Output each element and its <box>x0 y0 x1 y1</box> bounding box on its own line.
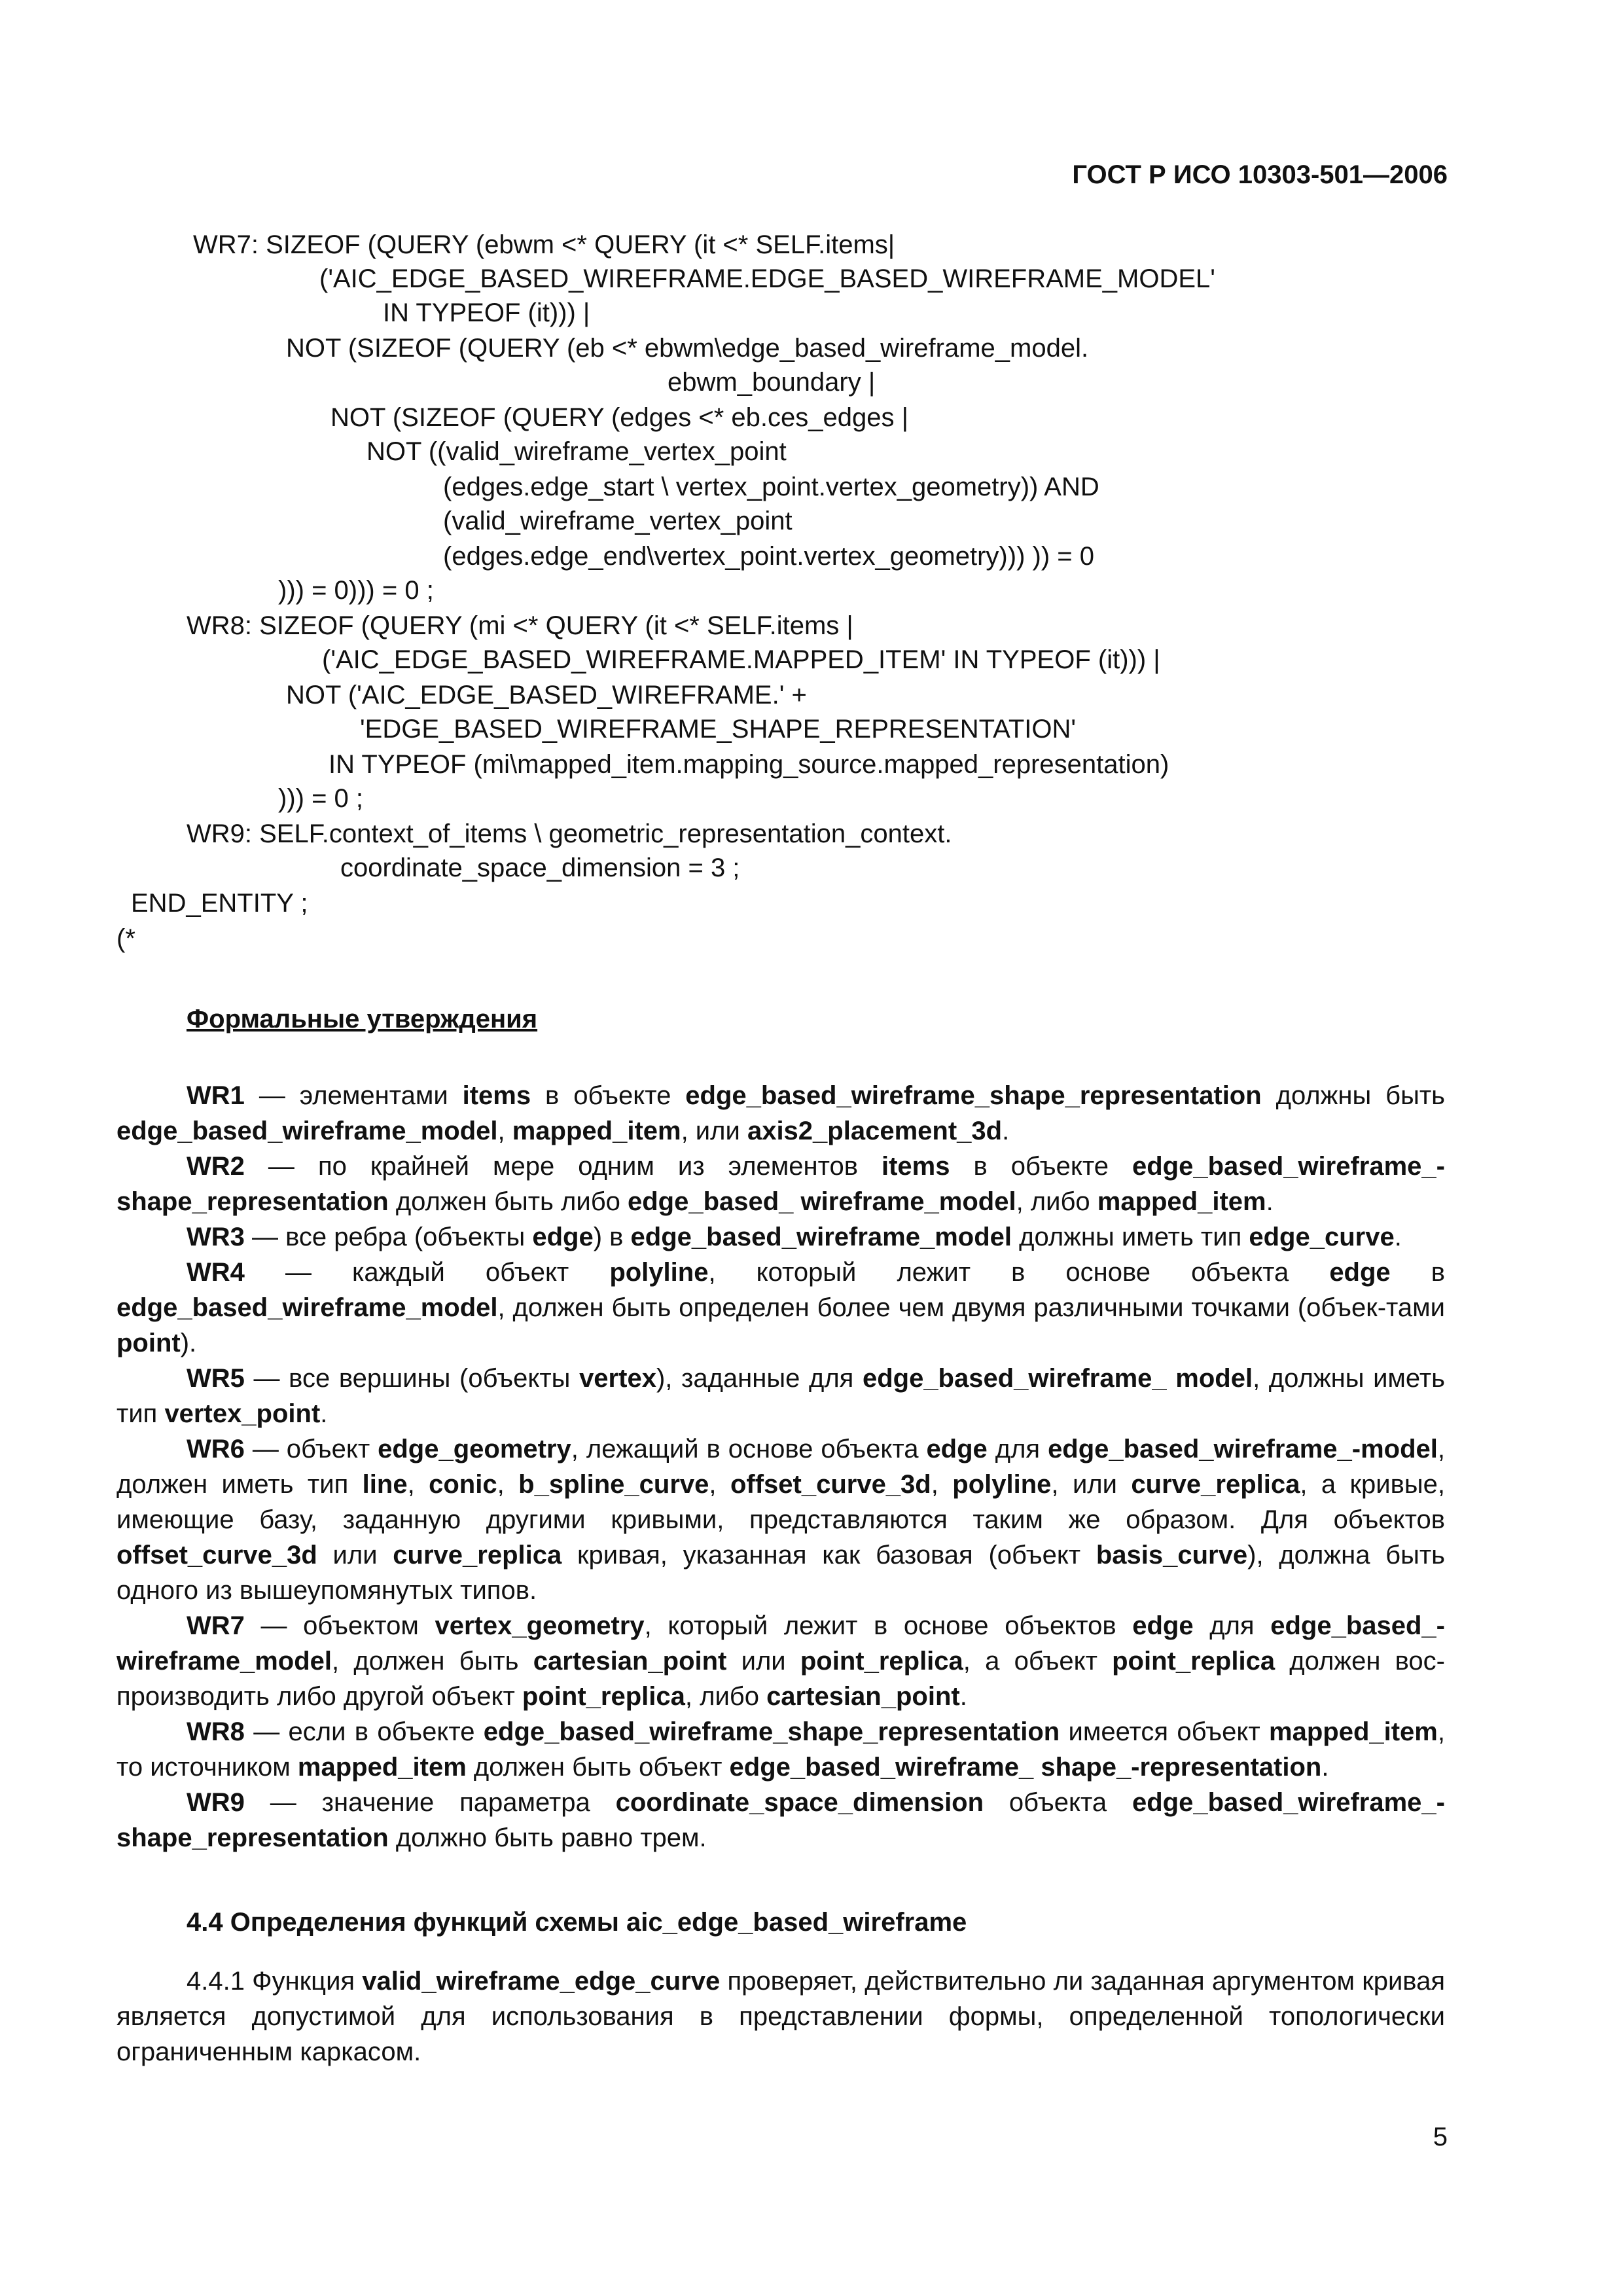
bold-term: items <box>881 1152 950 1181</box>
bold-term: edge <box>532 1223 594 1251</box>
text-run: , должен быть <box>332 1647 533 1676</box>
text-run: , то источником <box>116 1717 1445 1782</box>
bold-term: edge_based_wireframe_-shape_representation <box>116 1152 1445 1216</box>
text-run: имеется объект <box>1060 1717 1270 1746</box>
bold-term: vertex_point <box>164 1399 321 1428</box>
bold-term: cartesian_point <box>533 1647 727 1676</box>
code-line: WR9: SELF.context_of_items \ geometric_representation_context. <box>187 819 952 848</box>
bold-term: point_replica <box>1112 1647 1275 1676</box>
text-run: должен быть либо <box>388 1187 628 1216</box>
text-run: должны иметь тип <box>1012 1223 1249 1251</box>
text-run: , <box>407 1470 429 1499</box>
text-run: ) в <box>593 1223 631 1251</box>
text-run: , либо <box>685 1682 767 1711</box>
text-run: — каждый объект <box>244 1258 610 1287</box>
text-run: — значение параметра <box>244 1788 616 1817</box>
text-run: должен вос-производить либо другой объект <box>116 1647 1445 1711</box>
bold-term: WR4 <box>187 1258 245 1287</box>
code-line: END_ENTITY ; <box>131 889 308 918</box>
code-line: IN TYPEOF (it))) | <box>383 298 590 327</box>
code-line: NOT (SIZEOF (QUERY (eb <* ebwm\edge_based_wireframe_model. <box>286 334 1089 363</box>
text-run: — все вершины (объекты <box>244 1364 580 1393</box>
text-run: , а кривые, имеющие базу, заданную другими кривыми, представляются таким же образом. Для объектов <box>116 1470 1446 1534</box>
text-run: в объекте <box>531 1081 686 1110</box>
bold-term: conic <box>429 1470 497 1499</box>
bold-term: edge <box>1329 1258 1391 1287</box>
bold-term: edge <box>926 1435 988 1463</box>
subsection-title: 4.4 Определения функций схемы aic_edge_based_wireframe <box>187 1908 967 1937</box>
code-line: (edges.edge_start \ vertex_point.vertex_geometry)) AND <box>443 473 1099 501</box>
rule-paragraph <box>116 1608 1445 1714</box>
text-run: ), заданные для <box>656 1364 863 1393</box>
rule-paragraph <box>116 1255 1445 1361</box>
bold-term: WR3 <box>187 1223 245 1251</box>
text-run: в <box>1390 1258 1445 1287</box>
bold-term: WR2 <box>187 1152 245 1181</box>
text-run: , должны иметь тип <box>116 1364 1445 1428</box>
text-run: , или <box>681 1117 747 1145</box>
text-run: , который лежит в основе объекта <box>708 1258 1330 1287</box>
rule-paragraph <box>116 1785 1445 1856</box>
bold-term: point <box>116 1329 181 1357</box>
bold-term: edge_based_wireframe_shape_representation <box>483 1717 1060 1746</box>
bold-term: point_replica <box>800 1647 963 1676</box>
bold-term: edge_geometry <box>378 1435 571 1463</box>
text-run: должно быть равно трем. <box>388 1823 707 1852</box>
text-run: . <box>1266 1187 1274 1216</box>
bold-term: edge <box>1132 1611 1194 1640</box>
bold-term: coordinate_space_dimension <box>615 1788 984 1817</box>
bold-term: WR7 <box>187 1611 245 1640</box>
code-line: IN TYPEOF (mi\mapped_item.mapping_source.mapped_representation) <box>329 750 1169 779</box>
text-run: — все ребра (объекты <box>244 1223 533 1251</box>
bold-term: curve_replica <box>393 1541 562 1570</box>
bold-term: vertex_geometry <box>435 1611 645 1640</box>
bold-term: curve_replica <box>1131 1470 1300 1499</box>
text-run: или <box>726 1647 800 1676</box>
text-run: , должен иметь тип <box>116 1435 1445 1499</box>
text-run: ). <box>180 1329 197 1357</box>
code-line: (* <box>116 924 135 953</box>
body-paragraph <box>116 1964 1445 2070</box>
bold-term: edge_based_-wireframe_model <box>116 1611 1445 1676</box>
bold-term: items <box>462 1081 531 1110</box>
text-run: , должен быть определен более чем двумя различными точками (объек-тами <box>497 1293 1445 1322</box>
code-line: ))) = 0))) = 0 ; <box>278 576 434 605</box>
bold-term: offset_curve_3d <box>730 1470 931 1499</box>
page-number: 5 <box>1433 2123 1448 2151</box>
bold-term: edge_based_wireframe_model <box>630 1223 1012 1251</box>
code-line: WR7: SIZEOF (QUERY (ebwm <* QUERY (it <* SELF.items| <box>193 230 895 259</box>
text-run: кривая, указанная как базовая (объект <box>562 1541 1096 1570</box>
bold-term: mapped_item <box>297 1753 467 1782</box>
bold-term: WR5 <box>187 1364 245 1393</box>
text-run: — объект <box>244 1435 378 1463</box>
bold-term: mapped_item <box>1269 1717 1438 1746</box>
rule-paragraph <box>116 1431 1445 1608</box>
text-run: проверяет, действительно ли заданная аргументом кривая является допустимой для использования в представлении формы, определенной топологически ограниченным каркасом. <box>116 1967 1445 2066</box>
text-run: — объектом <box>244 1611 435 1640</box>
text-run: в объекте <box>950 1152 1132 1181</box>
rule-paragraph <box>116 1361 1445 1431</box>
code-line: NOT ('AIC_EDGE_BASED_WIREFRAME.' + <box>286 681 807 709</box>
code-line: 'EDGE_BASED_WIREFRAME_SHAPE_REPRESENTATION' <box>360 715 1077 744</box>
text-run: должны быть <box>1261 1081 1445 1110</box>
text-run: — элементами <box>244 1081 463 1110</box>
bold-term: edge_based_wireframe_ model <box>862 1364 1253 1393</box>
document-header: ГОСТ Р ИСО 10303-501—2006 <box>1072 160 1448 189</box>
text-run: — по крайней мере одним из элементов <box>244 1152 882 1181</box>
bold-term: WR6 <box>187 1435 245 1463</box>
bold-term: edge_based_wireframe_ shape_-representation <box>729 1753 1322 1782</box>
text-run: . <box>1002 1117 1010 1145</box>
code-line: NOT (SIZEOF (QUERY (edges <* eb.ces_edges | <box>330 403 908 432</box>
text-run: или <box>317 1541 393 1570</box>
text-run: для <box>1193 1611 1271 1640</box>
bold-term: vertex <box>579 1364 656 1393</box>
bold-term: polyline <box>952 1470 1052 1499</box>
bold-term: mapped_item <box>1097 1187 1266 1216</box>
code-line: NOT ((valid_wireframe_vertex_point <box>366 437 787 466</box>
rule-paragraph <box>116 1149 1445 1219</box>
code-line: (valid_wireframe_vertex_point <box>443 507 793 535</box>
bold-term: WR8 <box>187 1717 245 1746</box>
bold-term: edge_based_wireframe_shape_representation <box>685 1081 1262 1110</box>
bold-term: point_replica <box>522 1682 685 1711</box>
text-run: для <box>987 1435 1048 1463</box>
text-run: — если в объекте <box>244 1717 484 1746</box>
text-run: объекта <box>984 1788 1132 1817</box>
function-description <box>116 1964 1445 2070</box>
code-line: WR8: SIZEOF (QUERY (mi <* QUERY (it <* SELF.items | <box>187 611 853 640</box>
bold-term: edge_based_ wireframe_model <box>627 1187 1016 1216</box>
bold-term: polyline <box>609 1258 709 1287</box>
code-line: coordinate_space_dimension = 3 ; <box>340 853 740 882</box>
text-run: , <box>709 1470 730 1499</box>
text-run: 4.4.1 Функция <box>187 1967 363 1996</box>
bold-term: valid_wireframe_edge_curve <box>362 1967 721 1996</box>
code-line: ('AIC_EDGE_BASED_WIREFRAME.MAPPED_ITEM' IN TYPEOF (it))) | <box>322 645 1160 674</box>
text-run: . <box>959 1682 967 1711</box>
text-run: , <box>931 1470 953 1499</box>
bold-term: basis_curve <box>1096 1541 1248 1570</box>
text-run: , лежащий в основе объекта <box>571 1435 927 1463</box>
text-run: . <box>320 1399 328 1428</box>
bold-term: mapped_item <box>512 1117 681 1145</box>
bold-term: edge_based_wireframe_model <box>116 1293 498 1322</box>
formal-rules-list <box>116 1078 1445 1856</box>
text-run: , который лежит в основе объектов <box>644 1611 1133 1640</box>
section-title: Формальные утверждения <box>187 1005 538 1033</box>
text-run: , или <box>1051 1470 1132 1499</box>
bold-term: line <box>362 1470 408 1499</box>
text-run: должен быть объект <box>466 1753 730 1782</box>
text-run: . <box>1394 1223 1402 1251</box>
bold-term: WR9 <box>187 1788 245 1817</box>
bold-term: b_spline_curve <box>518 1470 709 1499</box>
code-line: ebwm_boundary | <box>668 368 876 397</box>
text-run: ), должна быть одного из вышеупомянутых типов. <box>116 1541 1445 1605</box>
text-run: . <box>1321 1753 1329 1782</box>
code-line: (edges.edge_end\vertex_point.vertex_geometry))) )) = 0 <box>443 542 1094 571</box>
text-run: , <box>497 1117 512 1145</box>
bold-term: edge_curve <box>1249 1223 1395 1251</box>
text-run: , а объект <box>963 1647 1113 1676</box>
code-line: ('AIC_EDGE_BASED_WIREFRAME.EDGE_BASED_WIREFRAME_MODEL' <box>319 264 1215 293</box>
bold-term: edge_based_wireframe_-model <box>1048 1435 1438 1463</box>
bold-term: edge_based_wireframe_-shape_representation <box>116 1788 1445 1852</box>
rule-paragraph <box>116 1078 1445 1149</box>
text-run: , либо <box>1016 1187 1097 1216</box>
bold-term: offset_curve_3d <box>116 1541 317 1570</box>
rule-paragraph <box>116 1714 1445 1785</box>
bold-term: WR1 <box>187 1081 245 1110</box>
rule-paragraph <box>116 1219 1445 1255</box>
bold-term: edge_based_wireframe_model <box>116 1117 498 1145</box>
bold-term: cartesian_point <box>766 1682 960 1711</box>
text-run: , <box>497 1470 519 1499</box>
code-line: ))) = 0 ; <box>278 784 364 813</box>
bold-term: axis2_placement_3d <box>747 1117 1003 1145</box>
